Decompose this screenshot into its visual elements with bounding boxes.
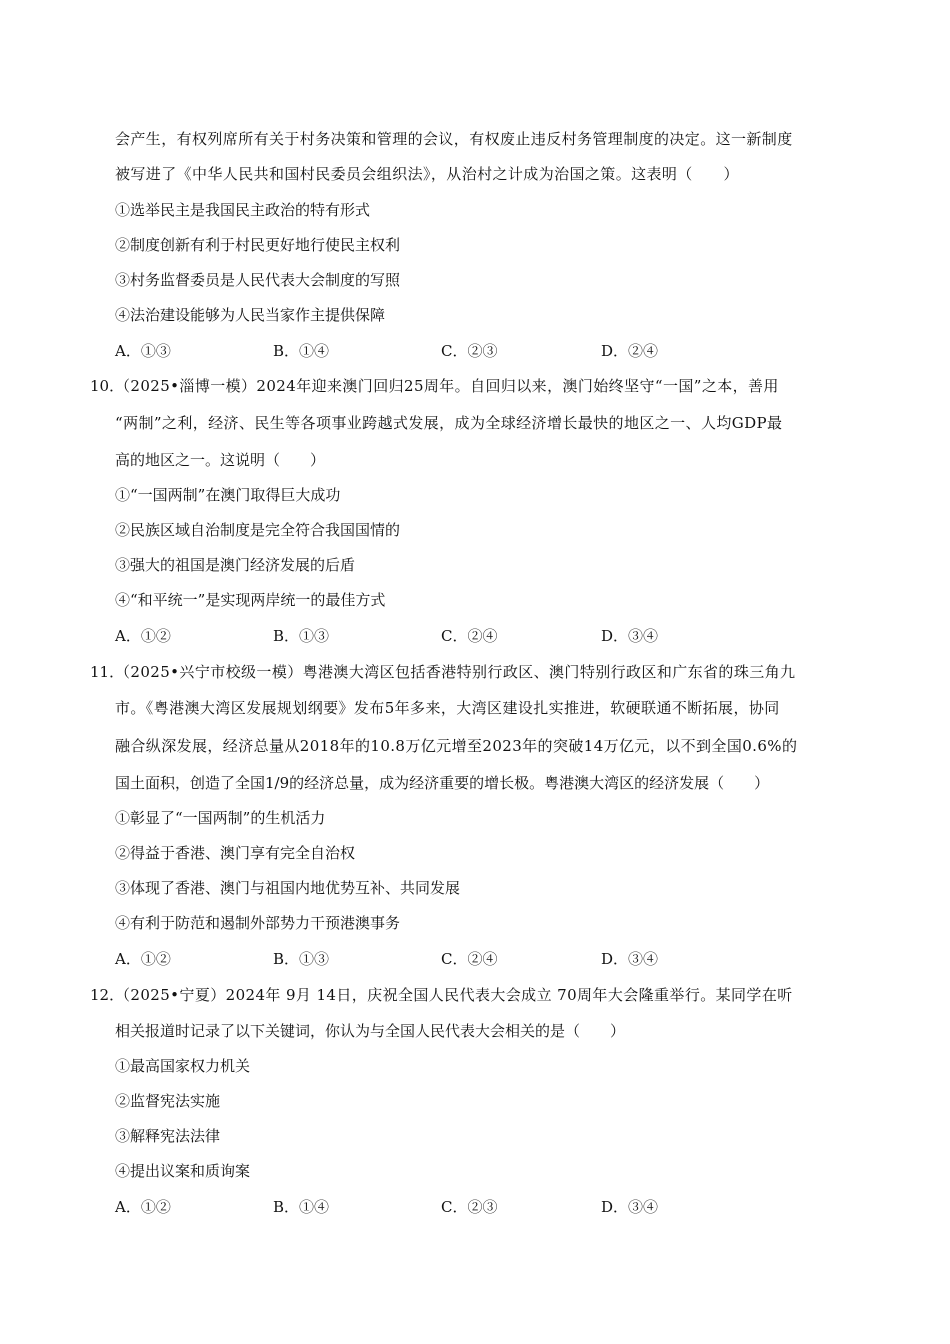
statement-item: ③强大的祖国是澳门经济发展的后盾 [115, 556, 356, 574]
question-number: 10． [90, 377, 125, 395]
statement-item: ②制度创新有利于村民更好地行使民主权利 [115, 236, 401, 254]
statement-item: ④有利于防范和遏制外部势力干预港澳事务 [115, 914, 401, 932]
statement-item: ②监督宪法实施 [115, 1092, 221, 1110]
option-a[interactable]: A．①② [115, 950, 171, 968]
question-number: 12． [90, 986, 125, 1004]
question-stem-line: （2025•兴宁市校级一模）粤港澳大湾区包括香港特别行政区、澳门特别行政区和广东省的珠三角九 [115, 663, 796, 681]
option-c[interactable]: C．②④ [441, 627, 498, 645]
statement-item: ④提出议案和质询案 [115, 1162, 251, 1180]
statement-item: ②民族区域自治制度是完全符合我国国情的 [115, 521, 401, 539]
option-d[interactable]: D．③④ [601, 1198, 659, 1216]
option-a[interactable]: A．①② [115, 1198, 171, 1216]
statement-item: ①选举民主是我国民主政治的特有形式 [115, 201, 371, 219]
statement-item: ①最高国家权力机关 [115, 1057, 251, 1075]
option-b[interactable]: B．①④ [273, 342, 330, 360]
question-stem-line: （2025•宁夏）2024年 9月 14日，庆祝全国人民代表大会成立 70周年大会隆重举行。某同学在听 [115, 986, 793, 1004]
statement-item: ③村务监督委员是人民代表大会制度的写照 [115, 271, 401, 289]
statement-item: ④法治建设能够为人民当家作主提供保障 [115, 306, 386, 324]
statement-item: ①彰显了“一国两制”的生机活力 [115, 809, 326, 827]
question-stem-line: 市。《粤港澳大湾区发展规划纲要》发布5年多来，大湾区建设扎实推进，软硬联通不断拓展，协同 [115, 699, 780, 717]
option-c[interactable]: C．②③ [441, 342, 498, 360]
question-stem-line: 高的地区之一。这说明（ ） [115, 451, 326, 469]
option-d[interactable]: D．②④ [601, 342, 659, 360]
statement-item: ④“和平统一”是实现两岸统一的最佳方式 [115, 591, 386, 609]
question-stem-line: （2025•淄博一模）2024年迎来澳门回归25周年。自回归以来，澳门始终坚守“一国”之本，善用 [115, 377, 779, 395]
question-number: 11． [90, 663, 125, 681]
question-stem-line: 国土面积，创造了全国1/9的经济总量，成为经济重要的增长极。粤港澳大湾区的经济发展（ ） [115, 774, 770, 792]
option-b[interactable]: B．①③ [273, 950, 330, 968]
option-b[interactable]: B．①③ [273, 627, 330, 645]
statement-item: ③体现了香港、澳门与祖国内地优势互补、共同发展 [115, 879, 461, 897]
question-stem-line: 相关报道时记录了以下关键词，你认为与全国人民代表大会相关的是（ ） [115, 1022, 626, 1040]
statement-item: ①“一国两制”在澳门取得巨大成功 [115, 486, 341, 504]
option-d[interactable]: D．③④ [601, 950, 659, 968]
option-d[interactable]: D．③④ [601, 627, 659, 645]
statement-item: ③解释宪法法律 [115, 1127, 221, 1145]
question-stem-line: “两制”之利，经济、民生等各项事业跨越式发展，成为全球经济增长最快的地区之一、人均GDP最 [115, 414, 783, 432]
option-c[interactable]: C．②③ [441, 1198, 498, 1216]
question-stem-line: 融合纵深发展，经济总量从2018年的10.8万亿元增至2023年的突破14万亿元，以不到全国0.6%的 [115, 737, 798, 755]
option-a[interactable]: A．①② [115, 627, 171, 645]
question-stem-line: 被写进了《中华人民共和国村民委员会组织法》，从治村之计成为治国之策。这表明（ ） [115, 165, 739, 183]
option-b[interactable]: B．①④ [273, 1198, 330, 1216]
question-stem-line: 会产生，有权列席所有关于村务决策和管理的会议，有权废止违反村务管理制度的决定。这一新制度 [115, 130, 793, 148]
option-a[interactable]: A．①③ [115, 342, 171, 360]
statement-item: ②得益于香港、澳门享有完全自治权 [115, 844, 356, 862]
option-c[interactable]: C．②④ [441, 950, 498, 968]
